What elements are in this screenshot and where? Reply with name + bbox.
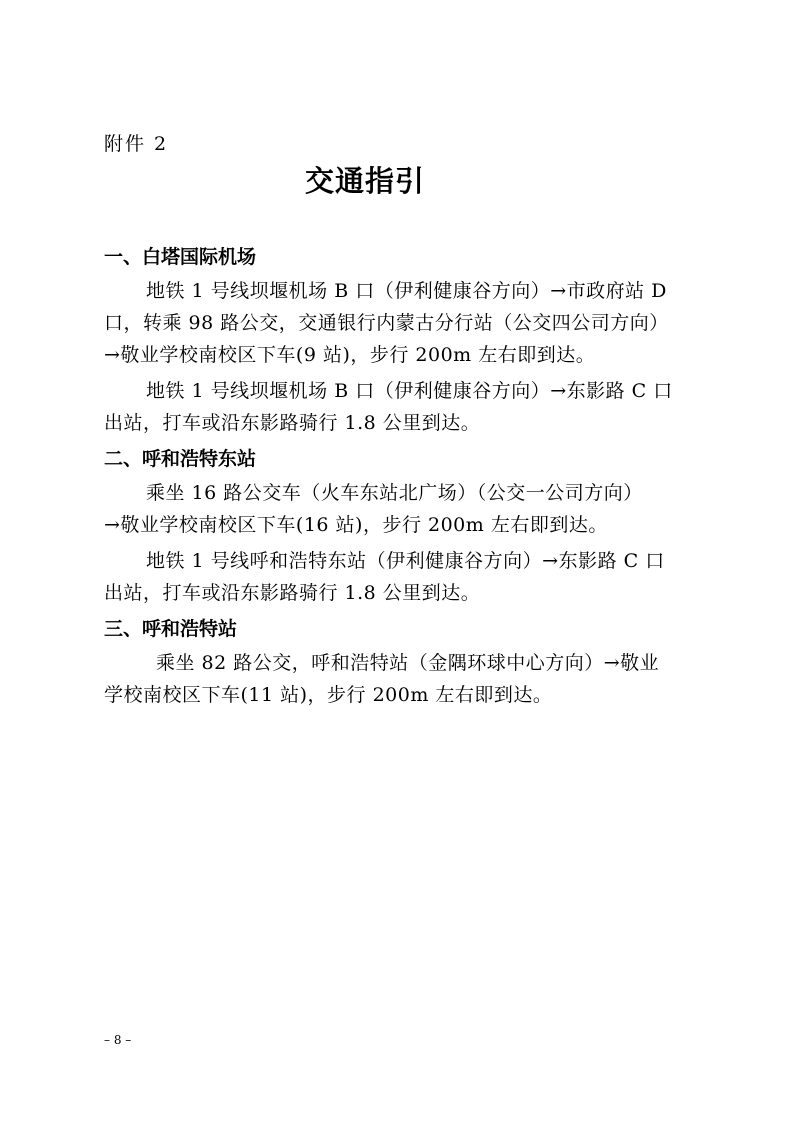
paragraph [104,478,700,542]
paragraph-line: 学校南校区下车(11 站)，步行 200m 左右即到达。 [104,684,553,706]
paragraph-line: 地铁 1 号线坝堰机场 B 口（伊利健康谷方向）→市政府站 D [146,280,667,302]
paragraph-line: 出站，打车或沿东影路骑行 1.8 公里到达。 [104,412,481,434]
paragraph-line: 出站，打车或沿东影路骑行 1.8 公里到达。 [104,582,481,604]
section-heading: 三、呼和浩特站 [104,618,238,640]
paragraph-line: 地铁 1 号线坝堰机场 B 口（伊利健康谷方向）→东影路 C 口 [146,380,673,402]
paragraph-line: →敬业学校南校区下车(16 站)，步行 200m 左右即到达。 [104,514,608,536]
paragraph-line: →敬业学校南校区下车(9 站)，步行 200m 左右即到达。 [104,344,596,366]
section-station [104,614,700,712]
paragraph [104,546,700,610]
paragraph [104,648,700,712]
section-east-station [104,444,700,610]
attachment-label: 附件 2 [104,133,169,155]
section-heading: 二、呼和浩特东站 [104,448,257,470]
paragraph-line: 乘坐 82 路公交，呼和浩特站（金隅环球中心方向）→敬业 [156,652,660,674]
paragraph [104,276,700,372]
page-number: – 8 – [104,1033,132,1047]
paragraph-line: 地铁 1 号线呼和浩特东站（伊利健康谷方向）→东影路 C 口 [146,550,665,572]
document-body [104,242,700,716]
paragraph-line: 乘坐 16 路公交车（火车东站北广场）（公交一公司方向） [146,482,643,504]
paragraph-line: 口，转乘 98 路公交，交通银行内蒙古分行站（公交四公司方向） [104,312,669,334]
document-title: 交通指引 [304,164,425,198]
section-airport [104,242,700,440]
section-heading: 一、白塔国际机场 [104,246,257,268]
paragraph [104,376,700,440]
